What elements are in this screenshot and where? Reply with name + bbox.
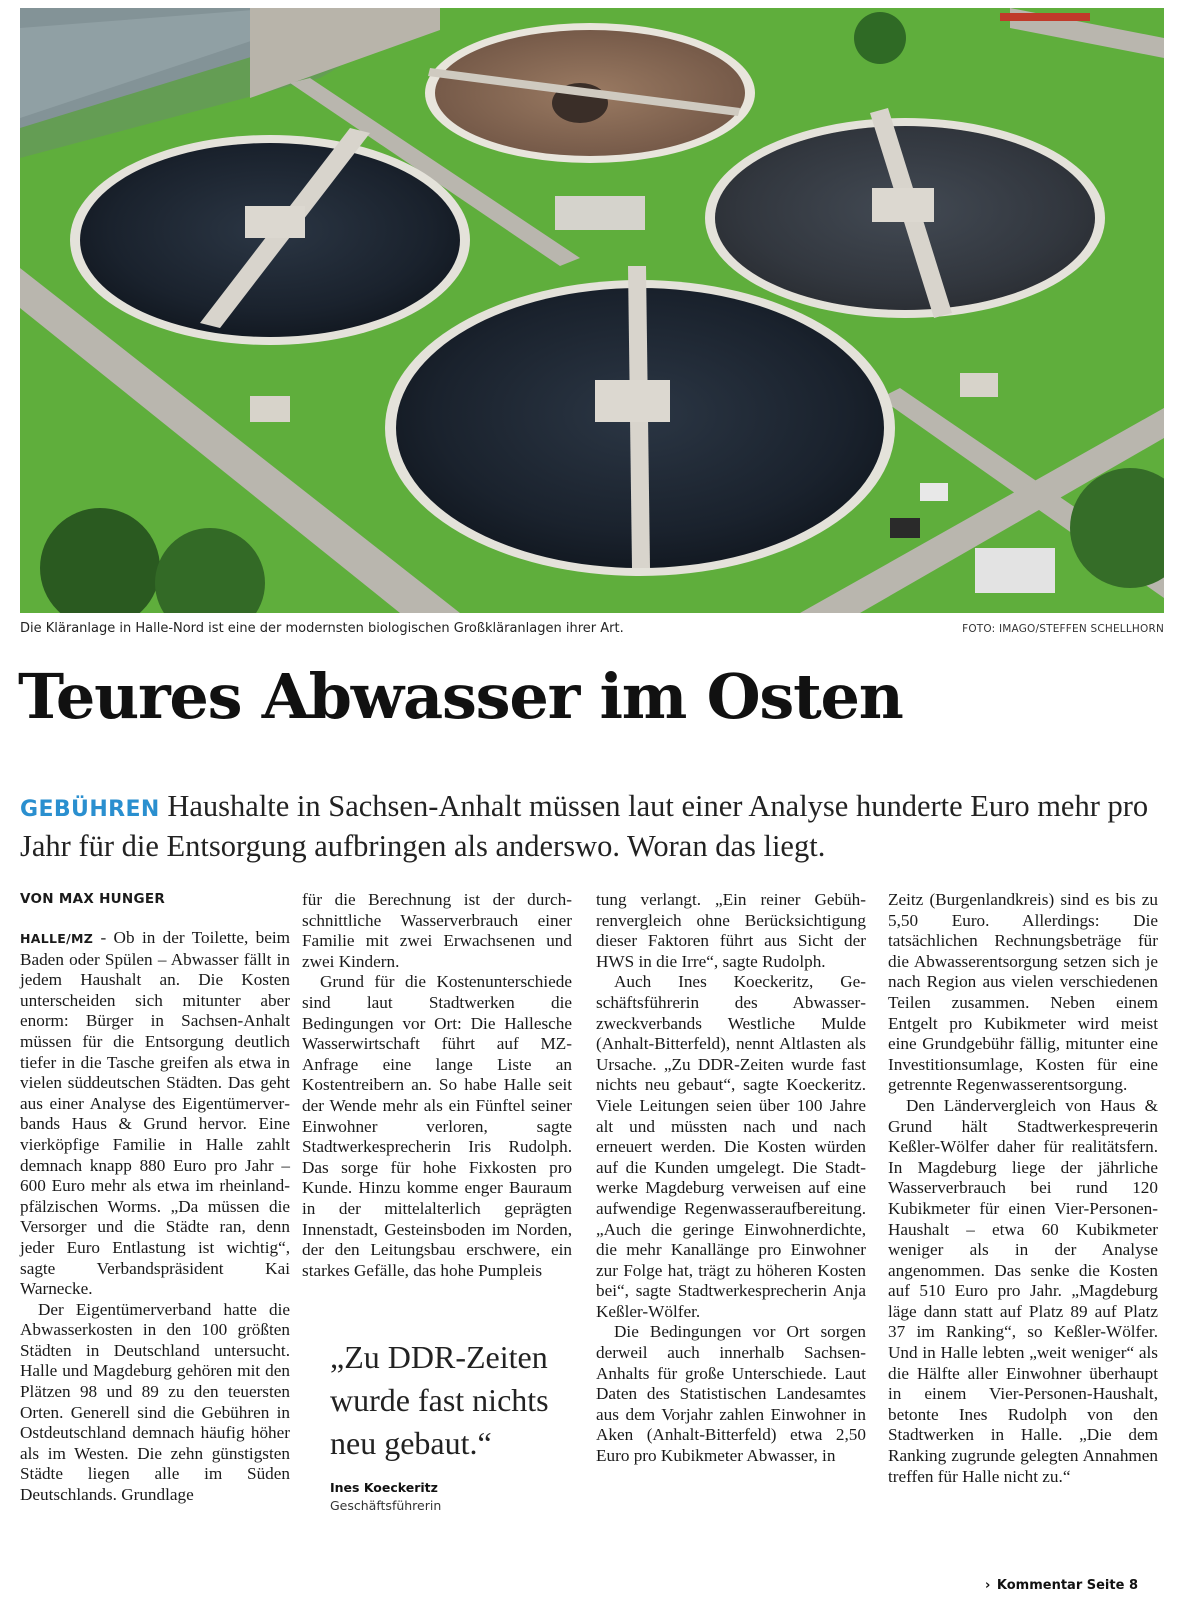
photo-credit: FOTO: IMAGO/STEFFEN SCHELLHORN (962, 623, 1164, 635)
paragraph-1 (20, 928, 290, 1300)
pull-quote-role: Geschäftsführerin (330, 1498, 442, 1513)
headline: Teures Abwasser im Osten (18, 660, 903, 733)
pull-quote-name: Ines Koeckeritz (330, 1480, 438, 1495)
paragraph-4: Auch Ines Koeckeritz, Geschäftsführerin des Abwasserzweckverbands Westliche Mulde (Anhalt-Bitterfeld), nennt Altlasten als Ursache. „Zu DDR-Zeiten wurde fast nichts neu gebaut“, sagte Koeckeritz. Viele Leitungen seien über 100 Jahre alt und müssten nach und nach erneuert werden. Die Kosten würden auf die Kunden umgelegt. Die Stadtwerke Magdeburg verweisen auf eine aufwendige Regenwasseraufbereitung. „Auch die geringe Einwohnerdichte, die mehr Kanallänge pro Einwohner zur Folge hat, trägt zu höheren Kosten bei“, sagte Stadtwerkesprecherin Anja Keßler-Wölfer. (596, 972, 866, 1321)
paragraph-5: Die Bedingungen vor Ort sorgen derweil auch innerhalb Sachsen-Anhalts für große Unterschiede. Laut Daten des Statistischen Landesamtes aus dem Vorjahr zahlen Einwohner in Aken (Anhalt-Bitterfeld) etwa 2,50 Euro pro Kubikmeter Abwasser, in (596, 1322, 866, 1466)
subheadline-text: Haushalte in Sachsen-Anhalt müssen laut einer Analyse hunderte Euro mehr pro Jahr für die Entsorgung aufbringen als anderswo. Woran das liegt. (20, 789, 1149, 863)
wastewater-plant-illustration (20, 8, 1164, 613)
byline: VON MAX HUNGER (20, 891, 166, 907)
paragraph-3: Grund für die Kostenunterschiede sind laut Stadtwerken die Bedingungen vor Ort: Die Hallesche Wasserwirtschaft führt auf MZ-Anfrage eine lange Liste an Kostentreibern an. So habe Halle seit der Wende mehr als ein Fünftel seiner Einwohner verloren, sagte Stadtwerkesprecherin Iris Rudolph. Das sorge für hohe Fixkosten pro Kunde. Hinzu komme enger Bauraum in der mittelalterlich geprägten Innenstadt, Gesteinsboden im Norden, der den Leitungsbau erschwere, ein starkes Gefälle, das hohe Pumpleis (302, 972, 572, 1280)
commentary-reference[interactable] (985, 1578, 1138, 1593)
photo-caption (20, 621, 1164, 641)
article-column-2 (302, 890, 572, 1281)
article-column-3 (596, 890, 866, 1467)
paragraph-2: Der Eigentümerverband hatte die Abwasserkosten in den 100 größten Städten in Deutschland untersucht. Halle und Magdeburg gehören mit den Plätzen 98 und 89 zu den teuersten Orten. Generell sind die Gebühren in Ostdeutschland demnach häufig höher als im Westen. Die zehn günstigsten Städte liegen alle im Süden Deutschlands. Grundlage (20, 1299, 290, 1505)
pull-quote-text: „Zu DDR-Zeiten wurde fast nichts neu gebaut.“ (330, 1339, 549, 1461)
article-column-1 (20, 890, 290, 1506)
paragraph-1-text: - Ob in der Toilette, beim Baden oder Spülen – Abwasser fällt in jedem Haushalt an. Die Kosten unterscheiden sich mitunter aber enorm: Bürger in Sachsen-Anhalt müssen für die Entsorgung deutlich tiefer in die Tasche greifen als etwa in vielen süddeutschen Städten. Das geht aus einer Analyse des Eigentümerverbands Haus & Grund hervor. Eine vierköpfige Familie in Halle zahlt demnach knapp 880 Euro pro Jahr – 600 Euro mehr als etwa im rheinland-pfälzischen Worms. „Da müssen die Versorger und die Städte ran, denn jeder Euro Entlastung ist wichtig“, sagte Verbandspräsident Kai Warnecke. (20, 928, 290, 1299)
chevron-right-icon: › (985, 1578, 991, 1593)
pull-quote (330, 1336, 560, 1515)
subheadline (20, 788, 1165, 864)
kicker: GEBÜHREN (20, 797, 160, 822)
article-column-4 (888, 890, 1158, 1487)
caption-text: Die Kläranlage in Halle-Nord ist eine der modernsten biologischen Großkläranlagen ihrer Art. (20, 621, 624, 636)
paragraph-6: Den Ländervergleich von Haus & Grund hält Stadtwerkesprечеrin Keßler-Wölfer daher für realitätsfern. In Magdeburg liege der jährliche Wasserverbrauch bei rund 120 Kubikmeter für einen Vier-Personen-Haushalt – etwa 60 Kubikmeter weniger als in der Analyse angenommen. Das senke die Kosten auf 510 Euro pro Jahr. „Magdeburg läge dann statt auf Platz 89 auf Platz 37 im Ranking“, so Keßler-Wölfer. Und in Halle lebten „weit weniger“ als die Hälfte aller Einwohner überhaupt in einem Vier-Personen-Haushalt, betonte Ines Rudolph von den Stadtwerken in Halle. „Die dem Ranking zugrunde gelegten Annahmen treffen für Halle nicht zu.“ (888, 1095, 1158, 1486)
dateline: HALLE/MZ (20, 931, 94, 946)
commentary-reference-text: Kommentar Seite 8 (996, 1578, 1138, 1593)
paragraph-3-continued: tung verlangt. „Ein reiner Gebührenvergleich ohne Berücksichtigung dieser Faktoren führt aus Sicht der HWS in die Irre“, sagte Rudolph. (596, 890, 866, 971)
paragraph-2-continued: für die Berechnung ist der durchschnittliche Wasserverbrauch einer Familie mit zwei Erwachsenen und zwei Kindern. (302, 890, 572, 971)
paragraph-5-continued: Zeitz (Burgenlandkreis) sind es bis zu 5,50 Euro. Allerdings: Die tatsächlichen Rechnungsbeträge für die Abwasserentsorgung setzen sich je nach Region aus vielen verschiedenen Teilen zusammen. Neben einem Entgelt pro Kubikmeter wird meist eine Grundgebühr fällig, mitunter eine Investitionsumlage, Kosten für eine getrennte Regenwasserentsorgung. (888, 890, 1158, 1095)
article-photo (20, 8, 1164, 613)
